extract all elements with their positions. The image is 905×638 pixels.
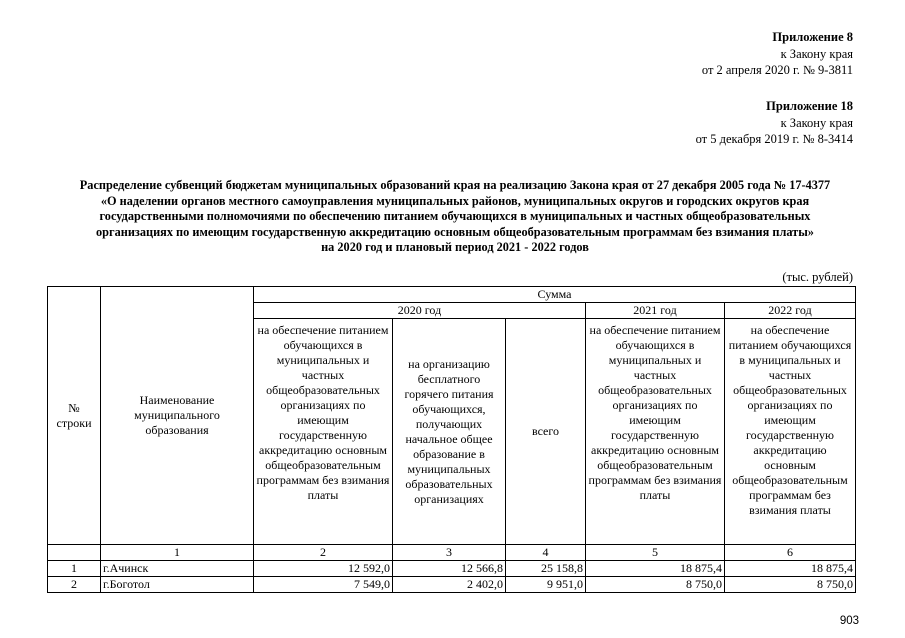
column-number: 2 [254, 545, 393, 561]
header-name: Наименование муниципального образования [101, 287, 254, 545]
column-number: 3 [393, 545, 506, 561]
header-sum: Сумма [254, 287, 856, 303]
header-2022-nutrition: на обеспечение питанием обучающихся в муниципальных и частных общеобразовательных организациях по имеющим государственную аккредитацию основным общеобразовательным программам без взимания платы [725, 319, 856, 545]
value-2020-total: 9 951,0 [506, 577, 586, 593]
header-2020-nutrition: на обеспечение питанием обучающихся в муниципальных и частных общеобразовательных организациях по имеющим государственную аккредитацию основным общеобразовательным программам без взимания платы [254, 319, 393, 545]
header-2021-nutrition: на обеспечение питанием обучающихся в муниципальных и частных общеобразовательных организациях по имеющим государственную аккредитацию основным общеобразовательным программам без взимания платы [586, 319, 725, 545]
page-number: 903 [839, 615, 859, 627]
header-year-2021: 2021 год [586, 303, 725, 319]
appendix-title: Приложение 8 [772, 30, 853, 44]
appendix-8-header [702, 29, 853, 79]
units-label: (тыс. рублей) [782, 270, 853, 284]
value-2020-total: 25 158,8 [506, 561, 586, 577]
column-numbers-row [48, 545, 856, 561]
column-number-empty [48, 545, 101, 561]
table-row [48, 561, 856, 577]
header-2020-total: всего [506, 319, 586, 545]
municipality-name: г.Боготол [101, 577, 254, 593]
header-year-2020: 2020 год [254, 303, 586, 319]
appendix-law-date: от 5 декабря 2019 г. № 8-3414 [695, 132, 853, 146]
row-number: 1 [48, 561, 101, 577]
value-2021: 18 875,4 [586, 561, 725, 577]
table-row [48, 577, 856, 593]
column-number: 6 [725, 545, 856, 561]
subsidy-table [47, 286, 856, 593]
value-2021: 8 750,0 [586, 577, 725, 593]
document-title [40, 178, 870, 256]
title-line: на 2020 год и плановый период 2021 - 2022 годов [321, 240, 589, 254]
column-number: 4 [506, 545, 586, 561]
title-line: «О наделении органов местного самоуправления муниципальных районов, муниципальных округов и городских округов края [100, 193, 810, 208]
title-line: Распределение субвенций бюджетам муниципальных образований края на реализацию Закона края от 27 декабря 2005 года № 17-4377 [79, 178, 831, 192]
value-2020-nutrition: 12 592,0 [254, 561, 393, 577]
municipality-name: г.Ачинск [101, 561, 254, 577]
header-2020-hot-meals: на организацию бесплатного горячего питания обучающихся, получающих начальное общее образование в муниципальных образовательных организациях [393, 319, 506, 545]
value-2020-hot-meals: 2 402,0 [393, 577, 506, 593]
value-2020-hot-meals: 12 566,8 [393, 561, 506, 577]
column-number: 1 [101, 545, 254, 561]
appendix-law-ref: к Закону края [780, 46, 853, 61]
appendix-law-date: от 2 апреля 2020 г. № 9-3811 [701, 63, 853, 77]
title-line: организациях по имеющим государственную аккредитацию основным общеобразовательным программам без взимания платы» [96, 224, 814, 239]
row-number: 2 [48, 577, 101, 593]
appendix-law-ref: к Закону края [780, 115, 853, 130]
appendix-title: Приложение 18 [766, 99, 853, 113]
title-line: государственными полномочиями по обеспечению питанием обучающихся в муниципальных и частных общеобразовательных [99, 209, 811, 223]
value-2022: 8 750,0 [725, 577, 856, 593]
appendix-18-header [696, 98, 853, 148]
value-2022: 18 875,4 [725, 561, 856, 577]
value-2020-nutrition: 7 549,0 [254, 577, 393, 593]
header-row-number: № строки [48, 287, 101, 545]
header-year-2022: 2022 год [725, 303, 856, 319]
column-number: 5 [586, 545, 725, 561]
